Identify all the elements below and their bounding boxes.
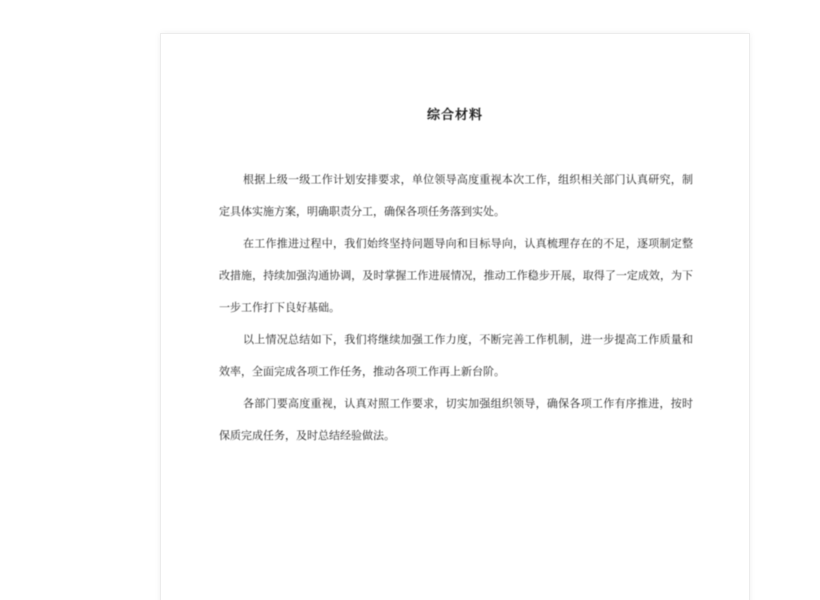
paragraph: 各部门要高度重视，认真对照工作要求，切实加强组织领导，确保各项工作有序推进，按时保质完成任务，及时总结经验做法。: [219, 397, 693, 442]
paragraph: 在工作推进过程中，我们始终坚持问题导向和目标导向，认真梳理存在的不足，逐项制定整改措施，持续加强沟通协调，及时掌握工作进展情况，推动工作稳步开展，取得了一定成效，为下一步工作打下良好基础。: [219, 237, 693, 314]
document-title: 综合材料: [426, 108, 483, 123]
document-body: [219, 164, 693, 452]
paragraph: 根据上级一级工作计划安排要求，单位领导高度重视本次工作，组织相关部门认真研究，制定具体实施方案，明确职责分工，确保各项任务落到实处。: [219, 173, 693, 218]
document-page: [160, 33, 750, 600]
paragraph: 以上情况总结如下，我们将继续加强工作力度，不断完善工作机制，进一步提高工作质量和效率，全面完成各项工作任务，推动各项工作再上新台阶。: [219, 333, 693, 378]
